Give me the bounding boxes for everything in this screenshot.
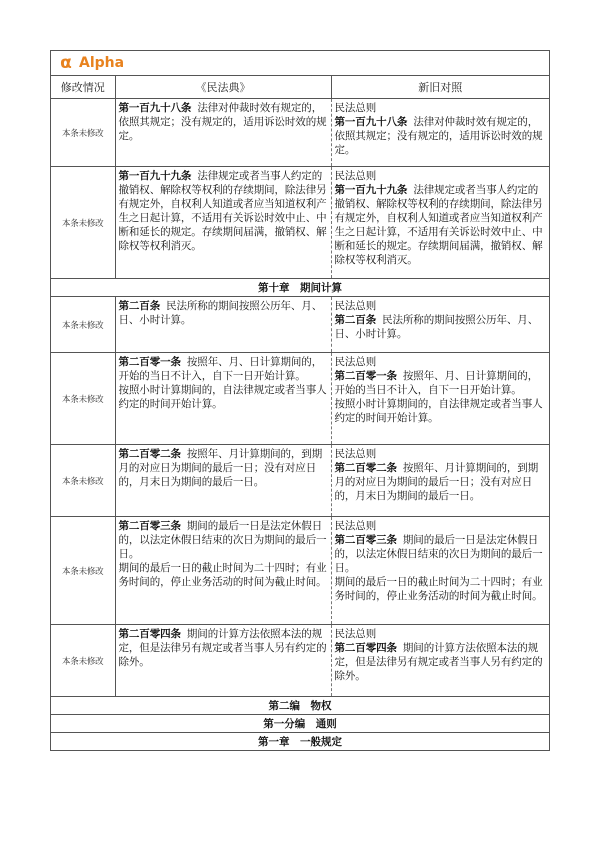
comparison-cell: [331, 445, 549, 517]
section-row: [51, 733, 549, 751]
article-paragraph: [119, 101, 328, 143]
source-label: 民法总则: [334, 520, 377, 532]
article-paragraph: [119, 447, 328, 489]
code-cell: [115, 167, 331, 279]
article-row: [51, 167, 549, 279]
status-cell: 本条未修改: [51, 297, 115, 353]
article-text: 期间的计算方法依照本法的规定，但是法律另有规定或者当事人另有约定的除外。: [118, 628, 327, 668]
article-text: 法律规定或者当事人约定的撤销权、解除权等权利的存续期间，除法律另有规定外，自权利人知道或者应当知道权利产生之日起计算，不适用有关诉讼时效中止、中断和延长的规定。存续期间届满，撤销权、解除权等权利消灭。: [118, 170, 327, 252]
source-label: 民法总则: [334, 356, 377, 368]
comparison-cell: [331, 297, 549, 353]
brand-name: Alpha: [79, 55, 125, 71]
header-code: 《民法典》: [115, 76, 331, 99]
article-text: 按照年、月、日计算期间的，开始的当日不计入，自下一日开始计算。: [118, 356, 323, 382]
section-heading: 第二编 物权: [51, 697, 549, 715]
source-label: 民法总则: [334, 300, 377, 312]
article-paragraph: 按照小时计算期间的，自法律规定或者当事人约定的时间开始计算。: [118, 384, 327, 410]
section-heading: 第十章 期间计算: [51, 279, 549, 297]
comparison-table: [51, 76, 549, 750]
article-paragraph: [119, 169, 328, 253]
comparison-cell: [331, 625, 549, 697]
code-cell: [115, 353, 331, 445]
source-label: 民法总则: [334, 170, 377, 182]
status-cell: 本条未修改: [51, 353, 115, 445]
article-number: 第一百九十九条: [118, 170, 192, 182]
article-text: 法律规定或者当事人约定的撤销权、解除权等权利的存续期间，除法律另有规定外，自权利人知道或者应当知道权利产生之日起计算，不适用有关诉讼时效中止、中断和延长的规定。存续期间届满，撤销权、解除权等权利消灭。: [334, 184, 543, 266]
status-cell: 本条未修改: [51, 517, 115, 625]
table-header-row: [51, 76, 549, 99]
article-paragraph: 期间的最后一日的截止时间为二十四时；有业务时间的，停止业务活动的时间为截止时间。: [118, 562, 327, 588]
article-text: 按照年、月、日计算期间的，开始的当日不计入，自下一日开始计算。: [334, 370, 539, 396]
article-text: 民法所称的期间按照公历年、月、日、小时计算。: [334, 314, 539, 340]
code-cell: [115, 517, 331, 625]
source-label: 民法总则: [334, 628, 377, 640]
article-paragraph: [335, 641, 547, 683]
section-heading: 第一章 一般规定: [51, 733, 549, 751]
section-row: [51, 279, 549, 297]
section-row: [51, 715, 549, 733]
article-number: 第二百条: [118, 300, 161, 312]
article-row: [51, 353, 549, 445]
brand-bar: [51, 51, 549, 76]
code-cell: [115, 445, 331, 517]
article-text: 民法所称的期间按照公历年、月、日、小时计算。: [118, 300, 323, 326]
article-paragraph: [119, 519, 328, 561]
article-paragraph: [335, 183, 547, 267]
article-paragraph: 按照小时计算期间的，自法律规定或者当事人约定的时间开始计算。: [334, 398, 543, 424]
code-cell: [115, 625, 331, 697]
comparison-cell: [331, 517, 549, 625]
section-row: [51, 697, 549, 715]
section-heading: 第一分编 通则: [51, 715, 549, 733]
article-number: 第二百零一条: [334, 370, 397, 382]
article-row: [51, 297, 549, 353]
article-number: 第二百零四条: [118, 628, 181, 640]
comparison-cell: [331, 99, 549, 167]
article-paragraph: [119, 355, 328, 383]
article-text: 按照年、月计算期间的，到期月的对应日为期间的最后一日；没有对应日的，月末日为期间的最后一日。: [334, 462, 539, 502]
comparison-cell: [331, 167, 549, 279]
article-paragraph: [335, 533, 547, 575]
status-cell: 本条未修改: [51, 625, 115, 697]
article-paragraph: [335, 115, 547, 157]
alpha-logo-icon: α: [60, 53, 72, 73]
article-number: 第一百九十九条: [334, 184, 408, 196]
header-status: 修改情况: [51, 76, 115, 99]
code-cell: [115, 99, 331, 167]
article-text: 期间的最后一日是法定休假日的，以法定休假日结束的次日为期间的最后一日。: [334, 534, 543, 574]
article-number: 第二百零三条: [118, 520, 181, 532]
article-number: 第二百零二条: [334, 462, 397, 474]
article-paragraph: 期间的最后一日的截止时间为二十四时；有业务时间的，停止业务活动的时间为截止时间。: [334, 576, 543, 602]
article-number: 第二百零一条: [118, 356, 181, 368]
code-cell: [115, 297, 331, 353]
article-number: 第二百零二条: [118, 448, 181, 460]
document-frame: [50, 50, 550, 751]
article-paragraph: [335, 313, 547, 341]
article-row: [51, 445, 549, 517]
article-text: 期间的计算方法依照本法的规定，但是法律另有规定或者当事人另有约定的除外。: [334, 642, 543, 682]
comparison-cell: [331, 353, 549, 445]
article-row: [51, 517, 549, 625]
header-comparison: 新旧对照: [331, 76, 549, 99]
article-number: 第二百零三条: [334, 534, 397, 546]
article-text: 按照年、月计算期间的，到期月的对应日为期间的最后一日；没有对应日的，月末日为期间的最后一日。: [118, 448, 323, 488]
status-cell: 本条未修改: [51, 445, 115, 517]
status-cell: 本条未修改: [51, 99, 115, 167]
article-text: 期间的最后一日是法定休假日的，以法定休假日结束的次日为期间的最后一日。: [118, 520, 327, 560]
source-label: 民法总则: [334, 102, 377, 114]
article-paragraph: [335, 461, 547, 503]
source-label: 民法总则: [334, 448, 377, 460]
article-text: 法律对仲裁时效有规定的，依照其规定；没有规定的，适用诉讼时效的规定。: [334, 116, 543, 156]
article-row: [51, 99, 549, 167]
article-paragraph: [119, 299, 328, 327]
article-row: [51, 625, 549, 697]
article-number: 第二百条: [334, 314, 377, 326]
status-cell: 本条未修改: [51, 167, 115, 279]
article-number: 第一百九十八条: [334, 116, 408, 128]
article-paragraph: [335, 369, 547, 397]
article-text: 法律对仲裁时效有规定的，依照其规定；没有规定的，适用诉讼时效的规定。: [118, 102, 327, 142]
article-number: 第二百零四条: [334, 642, 397, 654]
article-paragraph: [119, 627, 328, 669]
article-number: 第一百九十八条: [118, 102, 192, 114]
